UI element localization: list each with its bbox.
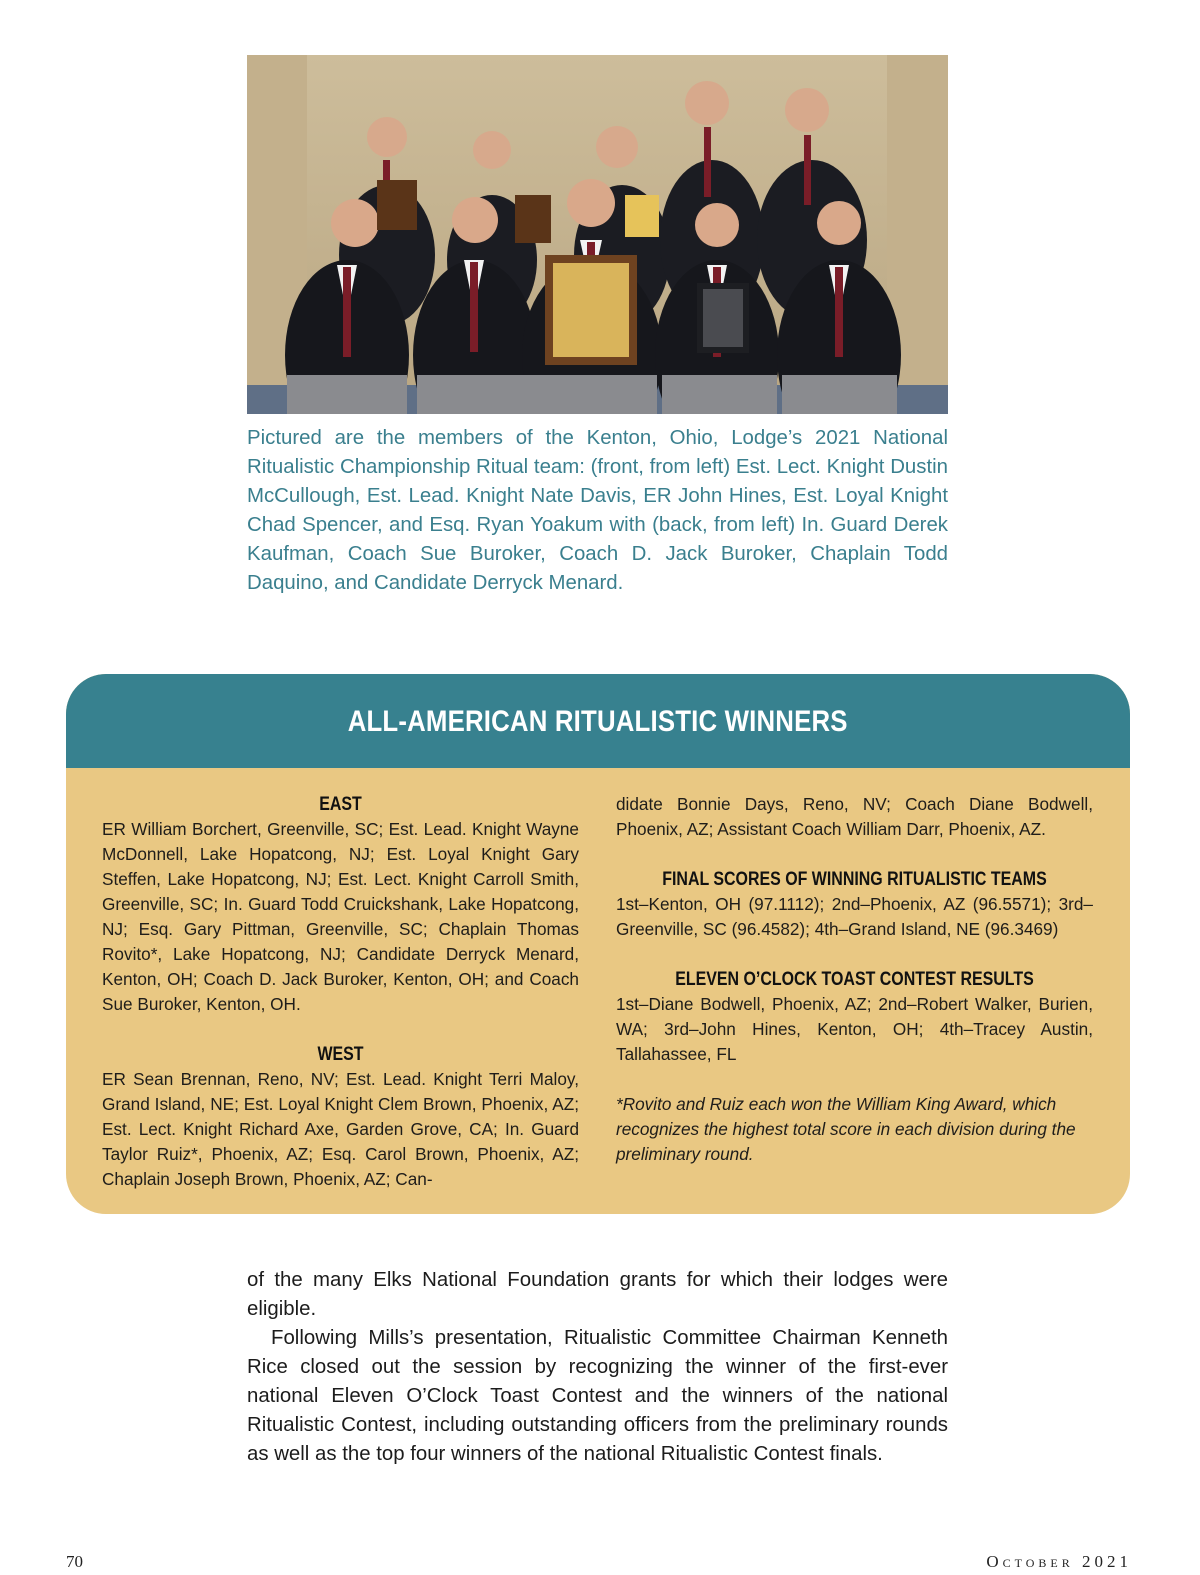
body-paragraph-2: Following Mills’s presentation, Ritualistic Committee Chairman Kenneth Rice closed out the session by recognizing the winner of the first-ever national Eleven O’Clock Toast Contest and the winners of the national Ritualistic Contest, including outstanding officers from the preliminary rounds as well as the top four winners of the national Ritualistic Contest finals. (247, 1327, 948, 1465)
issue-date: October 2021 (986, 1552, 1132, 1571)
box-header-band (66, 674, 1130, 768)
east-heading: EAST (319, 794, 362, 815)
toast-contest-heading: ELEVEN O’CLOCK TOAST CONTEST RESULTS (675, 969, 1034, 990)
west-winners-continued: didate Bonnie Days, Reno, NV; Coach Diane Bodwell, Phoenix, AZ; Assistant Coach William Darr, Phoenix, AZ. (616, 794, 1093, 839)
body-paragraph-1: of the many Elks National Foundation grants for which their lodges were eligible. (247, 1269, 948, 1320)
page-number: 70 (66, 1552, 83, 1571)
article-body (247, 1266, 948, 1469)
team-photo (247, 55, 948, 414)
east-winners-text: ER William Borchert, Greenville, SC; Est. Lead. Knight Wayne McDonnell, Lake Hopatcong, NJ; Est. Loyal Knight Gary Steffen, Lake Hopatcong, NJ; Est. Lect. Knight Carroll Smith, Greenville, SC; In. Guard Todd Cruickshank, Lake Hopatcong, NJ; Esq. Gary Pittman, Greenville, SC; Chaplain Thomas Rovito*, Lake Hopatcong, NJ; Candidate Derryck Menard, Kenton, OH; Coach D. Jack Buroker, Kenton, OH; and Coach Sue Buroker, Kenton, OH. (102, 819, 579, 1014)
final-scores-text: 1st–Kenton, OH (97.1112); 2nd–Phoenix, AZ (96.5571); 3rd–Greenville, SC (96.4582); 4th–Grand Island, NE (96.3469) (616, 894, 1093, 939)
west-heading: WEST (317, 1044, 364, 1065)
team-photo-illustration (247, 55, 948, 414)
box-title: ALL-AMERICAN RITUALISTIC WINNERS (348, 705, 848, 738)
toast-contest-text: 1st–Diane Bodwell, Phoenix, AZ; 2nd–Robert Walker, Burien, WA; 3rd–John Hines, Kenton, OH; 4th–Tracey Austin, Tallahassee, FL (616, 994, 1093, 1064)
final-scores-heading: FINAL SCORES OF WINNING RITUALISTIC TEAMS (662, 869, 1047, 890)
west-winners-text: ER Sean Brennan, Reno, NV; Est. Lead. Knight Terri Maloy, Grand Island, NE; Est. Loyal Knight Clem Brown, Phoenix, AZ; Est. Lect. Knight Richard Axe, Garden Grove, CA; In. Guard Taylor Ruiz*, Phoenix, AZ; Esq. Carol Brown, Phoenix, AZ; Chaplain Joseph Brown, Phoenix, AZ; Can- (102, 1069, 579, 1189)
photo-caption: Pictured are the members of the Kenton, Ohio, Lodge’s 2021 National Ritualistic Championship Ritual team: (front, from left) Est. Lect. Knight Dustin McCullough, Est. Lead. Knight Nate Davis, ER John Hines, Est. Loyal Knight Chad Spencer, and Esq. Ryan Yoakum with (back, from left) In. Guard Derek Kaufman, Coach Sue Buroker, Coach D. Jack Buroker, Chaplain Todd Daquino, and Candidate Derryck Menard. (247, 427, 948, 594)
award-footnote: *Rovito and Ruiz each won the William King Award, which recognizes the highest total score in each division during the preliminary round. (616, 1094, 1076, 1164)
box-left-column (102, 792, 579, 1192)
ritualistic-winners-box (66, 674, 1130, 1214)
box-right-column (616, 792, 1093, 1167)
